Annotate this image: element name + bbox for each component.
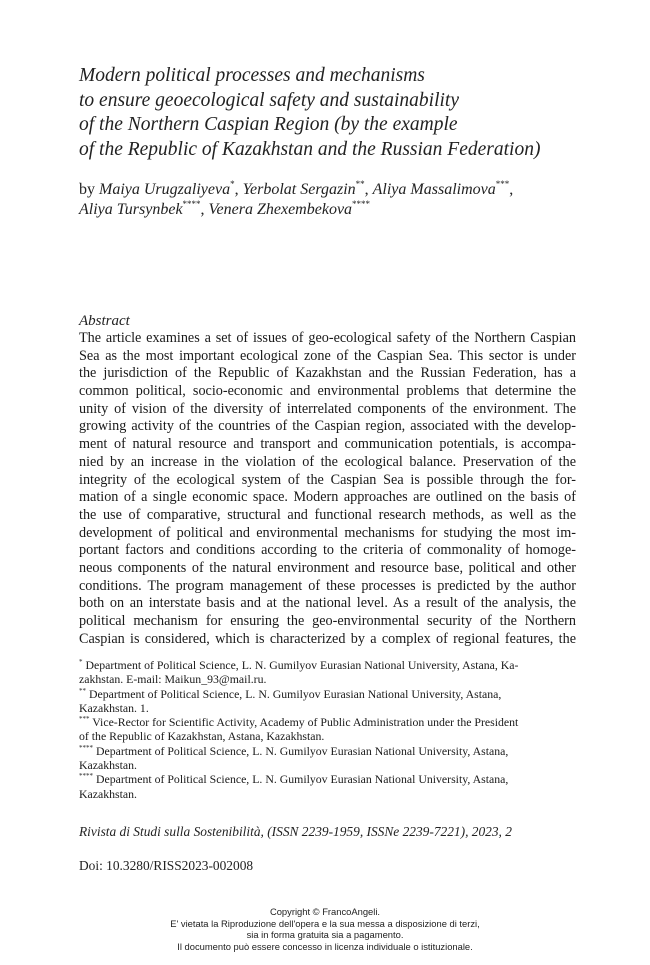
author-name: Venera Zhexembekova — [208, 201, 353, 218]
title-line: of the Northern Caspian Region (by the example — [79, 114, 458, 135]
abstract-line: both on an interstate basis and at the national level. As a result of the analysis, the — [79, 595, 576, 612]
footnote-marker: * — [79, 658, 83, 666]
abstract-line: nied by an increase in the violation of the ecological balance. Preservation of the — [79, 453, 576, 470]
footnote-text: Department of Political Science, L. N. Gumilyov Eurasian National University, Astana, — [95, 772, 509, 787]
footnote-text: of the Republic of Kazakhstan, Astana, Kazakhstan. — [79, 729, 325, 744]
abstract-line: development of political and environmental mechanisms for studying the most im- — [79, 524, 576, 541]
abstract-line: conditions. The program management of these processes is predicted by the author — [79, 577, 576, 594]
footnote-text: Vice-Rector for Scientific Activity, Academy of Public Administration under the President — [92, 715, 519, 730]
copyright-line: Copyright © FrancoAngeli. — [269, 906, 381, 917]
abstract-line: portant factors and conditions according to the criteria of commonality of homoge- — [79, 542, 576, 559]
author-name: Yerbolat Sergazin — [242, 181, 356, 198]
abstract-line: unity of vision of the diversity of interrelated components of the environment. The — [79, 400, 576, 417]
title-line: Modern political processes and mechanisms — [79, 65, 425, 86]
copyright-line: E' vietata la Riproduzione dell'opera e la sua messa a disposizione di terzi, — [170, 917, 480, 929]
copyright-line: Il documento può essere concesso in licenza individuale o istituzionale. — [177, 940, 473, 952]
abstract-line: growing activity of the countries of the Caspian region, associated with the develop- — [79, 418, 576, 435]
footnote-marker: **** — [79, 743, 93, 752]
footnote-marker: **** — [79, 772, 93, 781]
author-name: Aliya Massalimova — [372, 181, 496, 198]
abstract-line: political mechanism for ensuring the geo-environmental security of the Northern — [79, 613, 576, 629]
abstract-line: common political, socio-economic and environmental problems that determine the — [79, 383, 576, 400]
footnote-text: Kazakhstan. — [79, 786, 137, 801]
abstract-heading: Abstract — [79, 313, 130, 329]
footnote-marker: **** — [182, 199, 201, 209]
abstract-line: integrity of the ecological system of the Caspian Sea is possible through the for- — [79, 471, 576, 488]
footnote-text: Department of Political Science, L. N. Gumilyov Eurasian National University, Astana, — [95, 743, 509, 758]
footnotes — [79, 658, 576, 801]
author-list: by Maiya Urugzaliyeva*, Yerbolat Sergazin**, Aliya Massalimova***, Aliya Tursynbek****, Venera Zhexembekova**** — [79, 179, 514, 218]
abstract-line: neous components of the natural environment and resource base, political and other — [79, 559, 576, 576]
journal-citation: Rivista di Studi sulla Sostenibilità, (ISSN 2239-1959, ISSNe 2239-7221), 2023, 2 — [79, 824, 512, 839]
article-title — [79, 64, 599, 162]
abstract-body — [79, 330, 576, 648]
footnote-marker: ** — [79, 686, 86, 695]
author-name: Maiya Urugzaliyeva — [99, 181, 231, 198]
abstract-line: Sea as the most important ecological zone of the Caspian Sea. This sector is under — [79, 347, 576, 364]
abstract-line: Caspian is considered, which is characterized by a complex of regional features, the — [79, 630, 576, 647]
copyright-notice — [0, 906, 650, 952]
doi: Doi: 10.3280/RISS2023-002008 — [79, 858, 254, 873]
footnote-text: Department of Political Science, L. N. Gumilyov Eurasian National University, Astana, — [88, 686, 502, 701]
footnote-text: Kazakhstan. 1. — [79, 700, 149, 715]
abstract-line: the use of comparative, structural and functional research methods, as well as the — [79, 506, 576, 523]
footnote-marker: ** — [355, 179, 365, 189]
abstract-line: the jurisdiction of the Republic of Kazakhstan and the Russian Federation, has a — [79, 365, 576, 382]
abstract-line: ment of natural resource and transport and communication potentials, is accompa- — [79, 436, 576, 453]
footnote-marker: **** — [352, 199, 371, 209]
footnote-text: Department of Political Science, L. N. Gumilyov Eurasian National University, Astana, Ka- — [85, 658, 519, 672]
author-name: Aliya Tursynbek — [79, 201, 183, 218]
footnote-text: zakhstan. E-mail: Maikun_93@mail.ru. — [79, 672, 267, 687]
by-label: by — [79, 181, 99, 198]
title-line: to ensure geoecological safety and sustainability — [79, 89, 460, 111]
abstract-line: mation of a single economic space. Modern approaches are outlined on the basis of — [79, 489, 576, 506]
copyright-line: sia in forma gratuita sia a pagamento. — [246, 929, 404, 940]
footnote-marker: * — [230, 179, 235, 189]
footnote-marker: *** — [79, 715, 90, 724]
title-line: of the Republic of Kazakhstan and the Russian Federation) — [79, 138, 541, 160]
footnote-text: Kazakhstan. — [79, 758, 137, 773]
footnote-marker: *** — [495, 179, 510, 189]
abstract-line: The article examines a set of issues of geo-ecological safety of the Northern Caspian — [79, 330, 576, 346]
